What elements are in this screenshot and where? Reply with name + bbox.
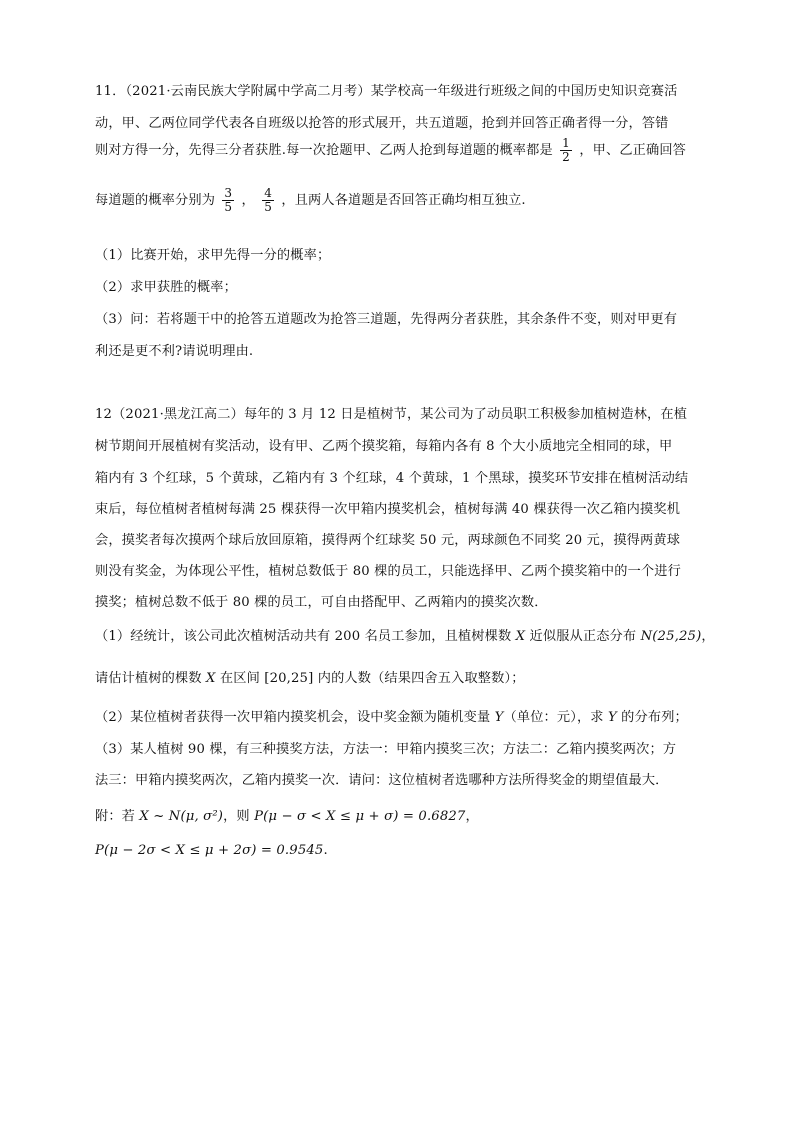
probability-one-sigma: P(μ − σ < X ≤ μ + σ) = 0.6827 bbox=[254, 809, 466, 824]
q12-part-1-text: （1）经统计，该公司此次植树活动共有 200 名员工参加，且植树棵数 bbox=[95, 629, 516, 644]
probability-two-sigma: P(μ − 2σ < X ≤ μ + 2σ) = 0.9545 bbox=[95, 843, 324, 858]
q12-part-1-text-d: 请估计植树的棵数 bbox=[95, 671, 207, 686]
q11-line-4-text-end: ，且两人各道题是否回答正确均相互独立. bbox=[281, 193, 526, 208]
normal-distribution-general: X ~ N(μ, σ²) bbox=[139, 809, 224, 824]
q12-part-1-comma: ， bbox=[701, 629, 715, 644]
variable-y: Y bbox=[494, 710, 504, 725]
fraction-three-fifths bbox=[222, 187, 234, 214]
fraction-denominator: 2 bbox=[562, 150, 570, 164]
fraction-denominator: 5 bbox=[264, 200, 273, 214]
q12-line-6: 则没有奖金，为体现公平性，植树总数低于 80 棵的员工，只能选择甲、乙两个摸奖箱中的一个进行 bbox=[95, 564, 681, 579]
q12-part-2 bbox=[95, 706, 688, 725]
q11-part-3-cont: 利还是更不利?请说明理由. bbox=[95, 344, 254, 359]
q12-part-2-text-c: 的分布列； bbox=[616, 710, 688, 725]
fraction-denominator: 5 bbox=[224, 200, 233, 214]
q11-part-1: （1）比赛开始，求甲先得一分的概率； bbox=[95, 248, 331, 263]
q12-line-1: 12（2021·黑龙江高二）每年的 3 月 12 日是植树节，某公司为了动员职工积极参加植树造林，在植 bbox=[95, 407, 688, 422]
variable-y: Y bbox=[607, 710, 617, 725]
q11-separator: ， bbox=[241, 193, 255, 208]
variable-x: X bbox=[515, 629, 526, 644]
q12-part-1-text-e: 在区间 bbox=[215, 671, 265, 686]
q11-line-4-text: 每道题的概率分别为 bbox=[95, 193, 216, 208]
q12-part-1-text-f: 内的人数（结果四舍五入取整数）； bbox=[313, 671, 525, 686]
q12-note-cont bbox=[95, 843, 328, 858]
q11-line-4 bbox=[95, 187, 526, 214]
fraction-four-fifths bbox=[262, 187, 274, 214]
q12-note-end: . bbox=[323, 843, 328, 858]
q11-line-3-text-end: ，甲、乙正确回答 bbox=[579, 143, 687, 158]
fraction-one-half bbox=[560, 137, 572, 164]
q12-line-7: 摸奖；植树总数不低于 80 棵的员工，可自由搭配甲、乙两箱内的摸奖次数． bbox=[95, 595, 548, 610]
q12-part-1-text-b: 近似服从正态分布 bbox=[525, 629, 641, 644]
fraction-numerator: 1 bbox=[562, 136, 570, 150]
q12-part-2-text: （2）某位植树者获得一次甲箱内摸奖机会，设中奖金额为随机变量 bbox=[95, 710, 495, 725]
q11-part-3: （3）问：若将题干中的抢答五道题改为抢答三道题，先得两分者获胜，其余条件不变，则对甲更有 bbox=[95, 312, 678, 327]
normal-distribution: N(25,25) bbox=[640, 629, 702, 644]
q11-line-2: 动，甲、乙两位同学代表各自班级以抢答的形式展开，共五道题，抢到并回答正确者得一分，答错 bbox=[95, 116, 669, 131]
q12-part-3-cont: 法三：甲箱内摸奖两次，乙箱内摸奖一次．请问：这位植树者选哪种方法所得奖金的期望值最大． bbox=[95, 773, 669, 788]
q11-line-1: 11．（2021·云南民族大学附属中学高二月考）某学校高一年级进行班级之间的中国历史知识竞赛活 bbox=[95, 84, 678, 99]
q11-line-3-text: 则对方得一分，先得三分者获胜.每一次抢题甲、乙两人抢到每道题的概率都是 bbox=[95, 143, 553, 158]
q12-part-1 bbox=[95, 625, 715, 644]
q12-note bbox=[95, 805, 479, 824]
fraction-numerator: 4 bbox=[264, 186, 273, 200]
variable-x: X bbox=[206, 671, 216, 686]
q11-part-2: （2）求甲获胜的概率； bbox=[95, 280, 237, 295]
q12-line-4: 束后，每位植树者植树每满 25 棵获得一次甲箱内摸奖机会，植树每满 40 棵获得一次乙箱内摸奖机 bbox=[95, 502, 681, 517]
q12-note-text: 附：若 bbox=[95, 809, 140, 824]
fraction-numerator: 3 bbox=[224, 186, 233, 200]
interval: [20,25] bbox=[264, 671, 314, 686]
q12-part-1-cont bbox=[95, 667, 525, 686]
q12-part-3: （3）某人植树 90 棵，有三种摸奖方法，方法一：甲箱内摸奖三次；方法二：乙箱内摸奖两次；方 bbox=[95, 742, 677, 757]
q12-note-text-b: ，则 bbox=[223, 809, 255, 824]
q12-line-2: 树节期间开展植树有奖活动，设有甲、乙两个摸奖箱，每箱内各有 8 个大小质地完全相同的球，甲 bbox=[95, 439, 673, 454]
q12-line-5: 会，摸奖者每次摸两个球后放回原箱，摸得两个红球奖 50 元，两球颜色不同奖 20 元，摸得两黄球 bbox=[95, 533, 681, 548]
q11-line-3 bbox=[95, 137, 686, 164]
q12-part-2-text-b: （单位：元），求 bbox=[503, 710, 608, 725]
q12-line-3: 箱内有 3 个红球，5 个黄球，乙箱内有 3 个红球，4 个黄球，1 个黑球，摸奖环节安排在植树活动结 bbox=[95, 471, 689, 486]
q12-note-comma: ， bbox=[465, 809, 479, 824]
